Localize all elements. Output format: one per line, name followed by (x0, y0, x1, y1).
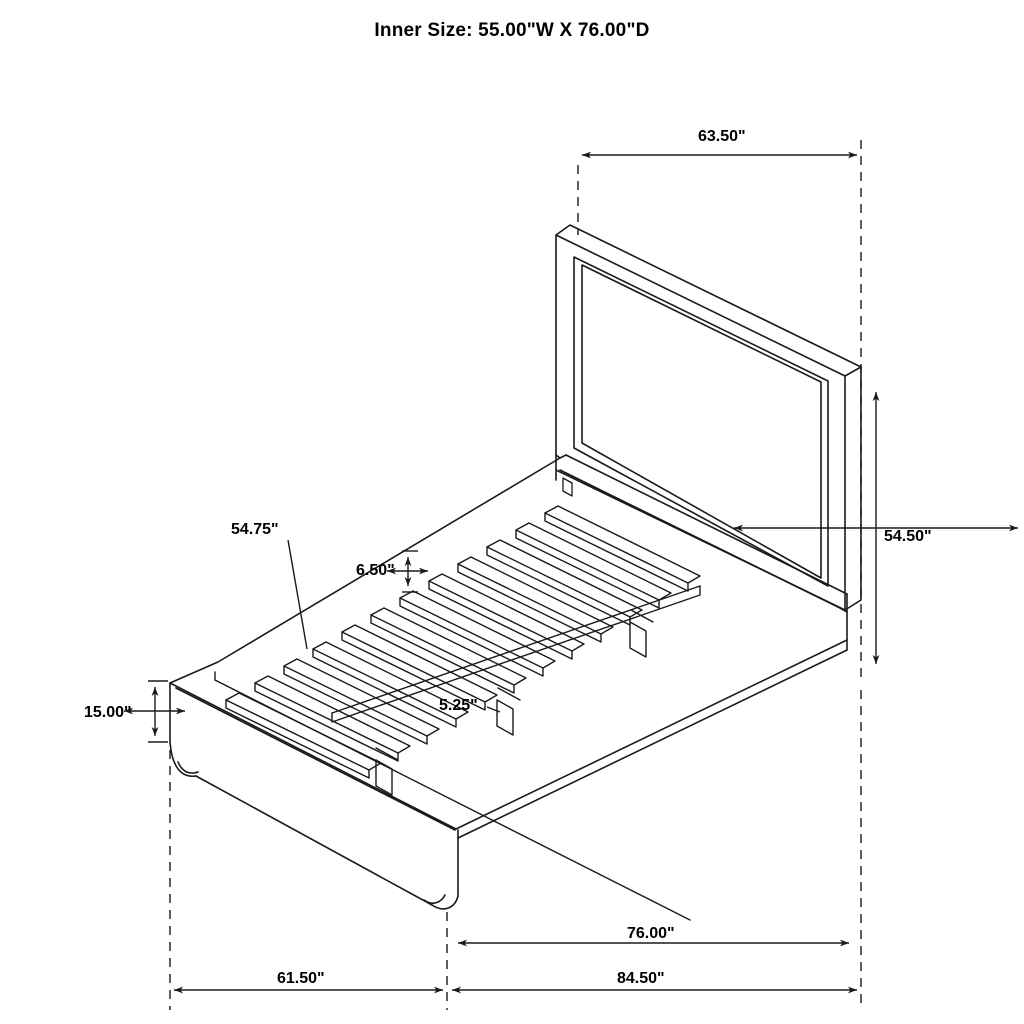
leader-54-75 (288, 540, 307, 649)
label-deck-height: 15.00" (84, 704, 132, 721)
headboard (556, 225, 861, 610)
label-inner-depth: 76.00" (627, 925, 675, 942)
leader-5-25 (487, 707, 500, 712)
page-title: Inner Size: 55.00"W X 76.00"D (374, 20, 650, 41)
label-slat-width: 5.25" (439, 697, 478, 714)
label-foot-length: 61.50" (277, 970, 325, 987)
label-slat-length: 54.75" (231, 521, 279, 538)
label-headboard-width: 63.50" (698, 128, 746, 145)
headboard-bracket (563, 478, 572, 496)
bed-outline (170, 225, 861, 920)
label-headboard-height: 54.50" (884, 528, 932, 545)
label-slat-gap: 6.50" (356, 562, 395, 579)
label-overall-depth: 84.50" (617, 970, 665, 987)
